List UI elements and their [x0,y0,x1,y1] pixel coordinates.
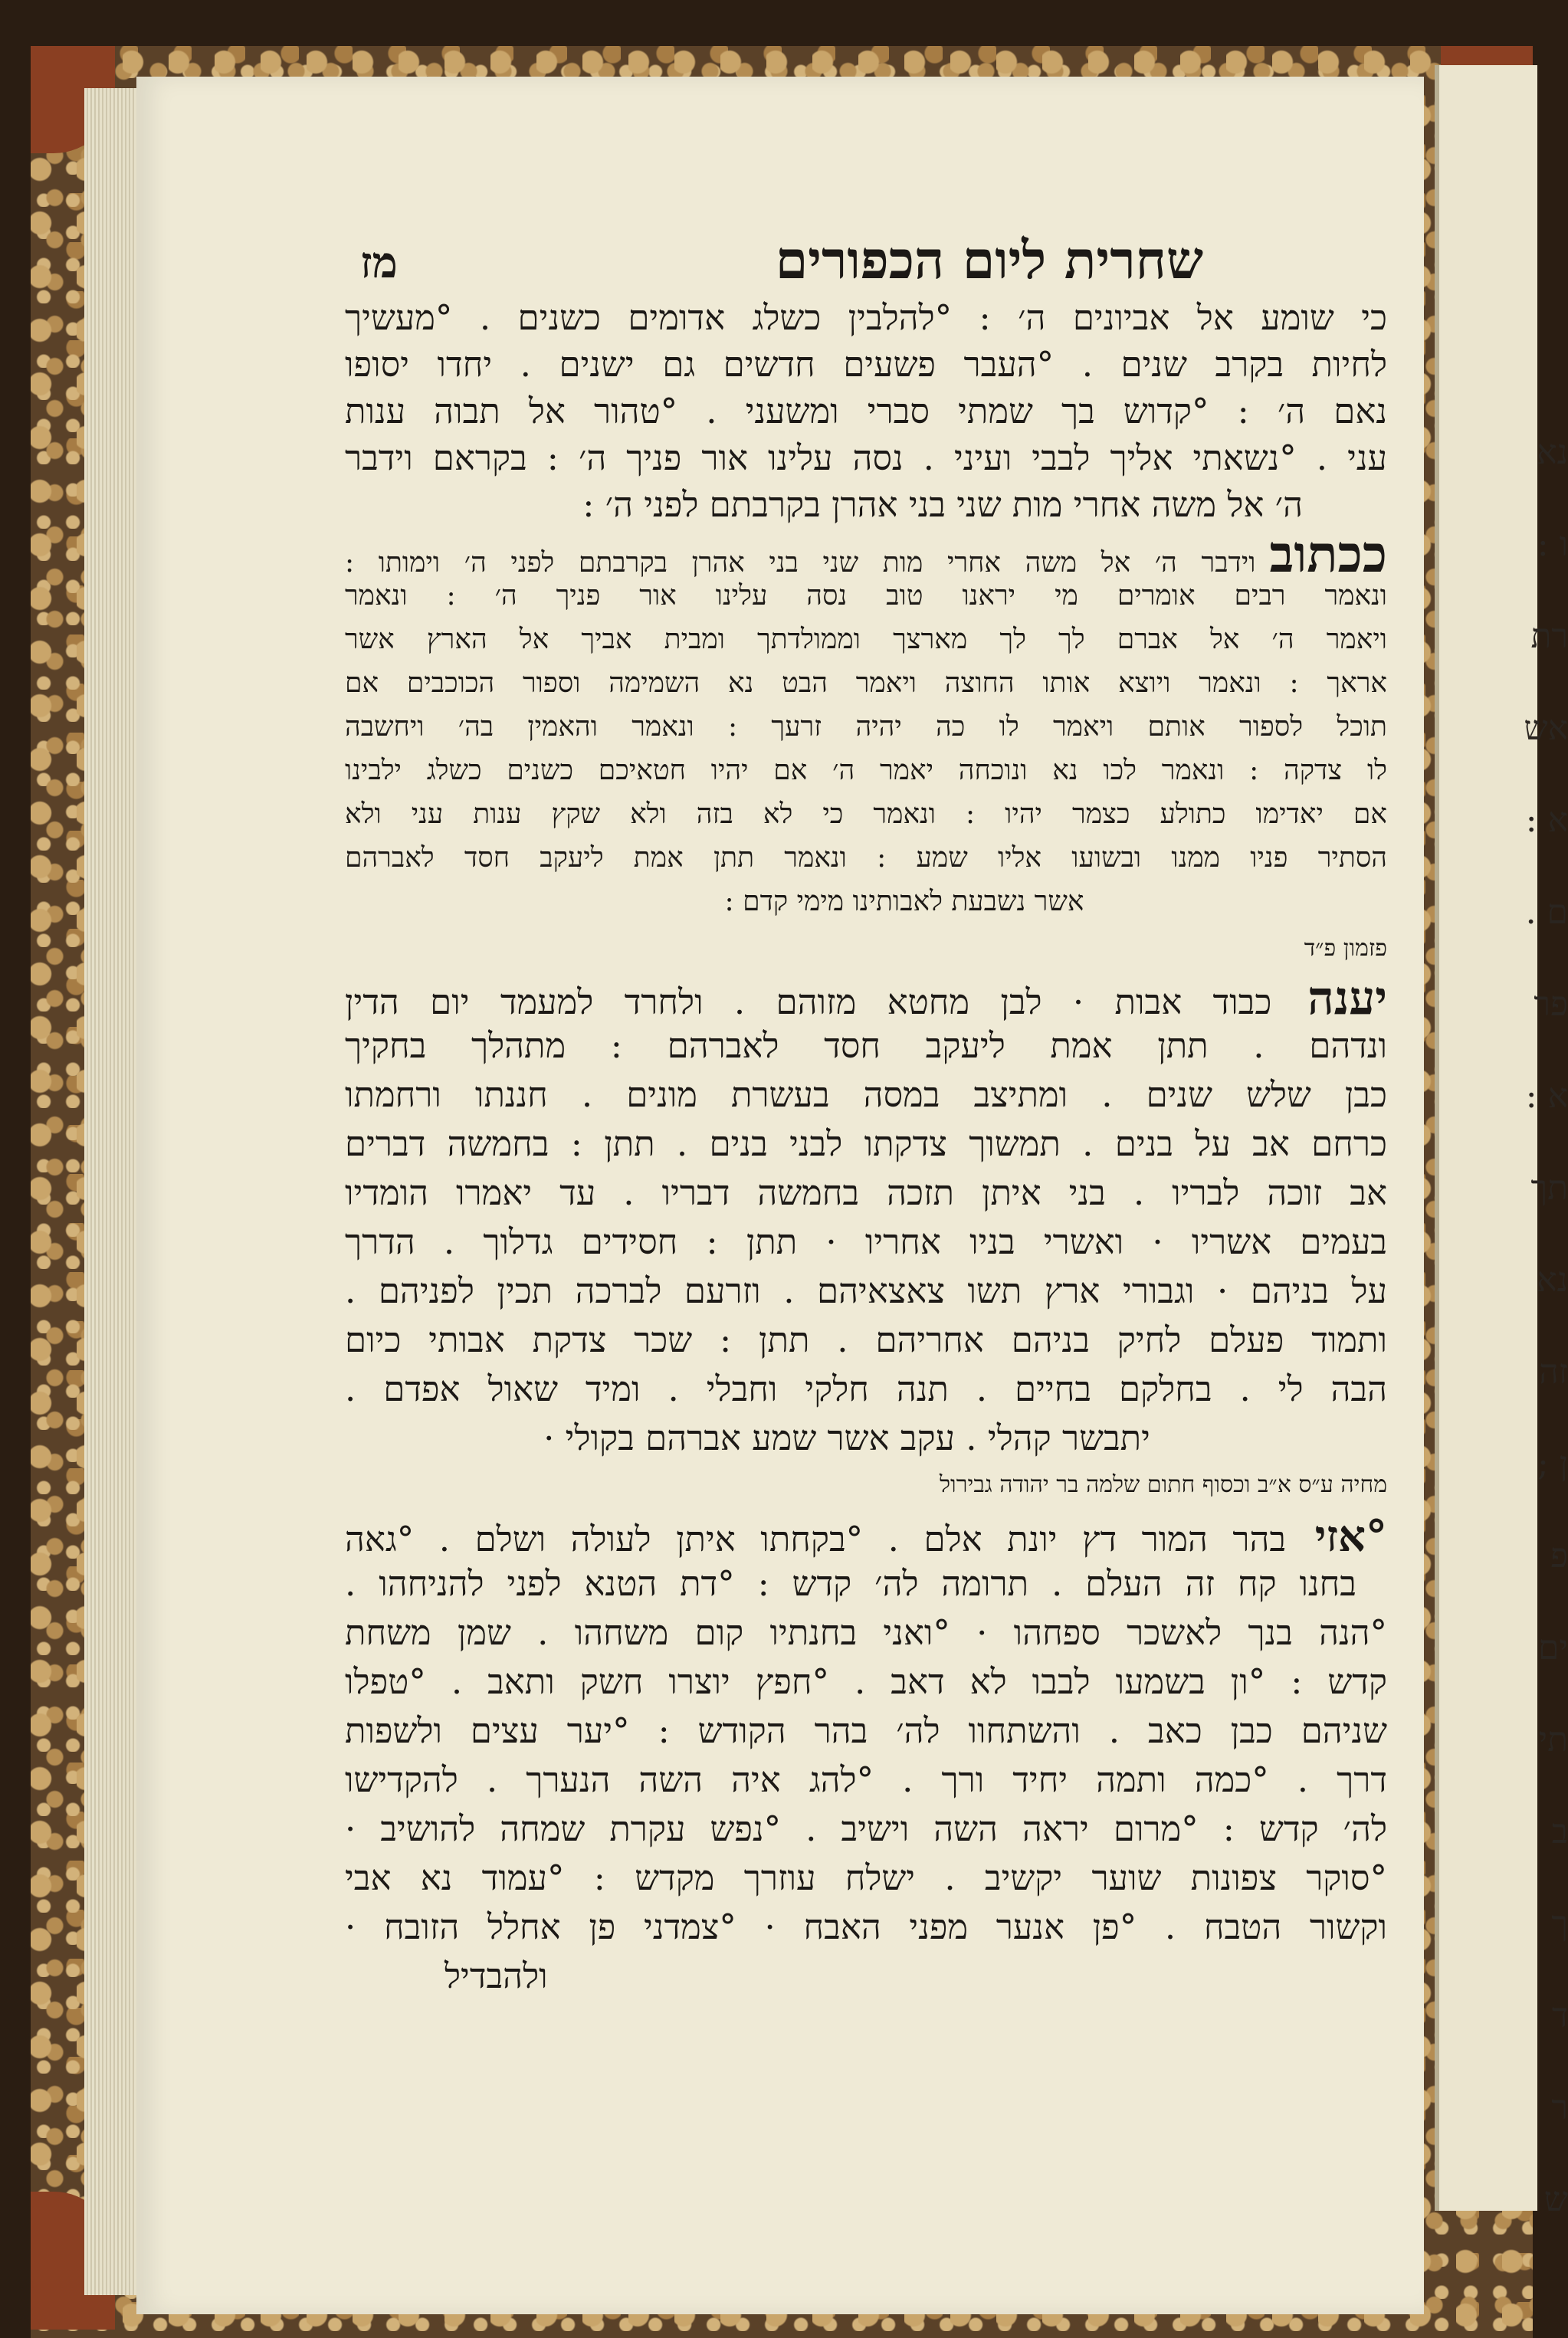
azai-first-text: בהר המור דץ יונת אלם . °בקחתו איתן לעולה ושלם . °גאה [345,1519,1287,1559]
facing-page-fragment: ר [1551,2088,1568,2127]
text-line: הסתיר פניו ממנו ובשועו אליו שמע : ונאמר תתן אמת ליעקב חסד לאברהם [345,842,1387,874]
facing-page-fragment: ך [1551,1904,1568,1943]
text-line: ותמוד פעלם לחיק בניהם אחריהם . תתן : שכר צדקת אבותי כיום [345,1320,1387,1360]
facing-page-fragment: פר [1534,985,1568,1024]
facing-page-fragment: ן ; [1537,1444,1568,1484]
pizmon-first-text: כבוד אבות · לבן מחטא מזוהם . ולחרד למעמד יום הדין [345,982,1272,1022]
text-line: הבה לי . בחלקם בחיים . תנה חלקי וחבלי . ומיד שאול אפדם . [345,1369,1387,1409]
facing-page-fragment: נא [1537,433,1568,472]
pizmon-label: יענה [1271,972,1387,1025]
text-line: וקשור הטבח . °פן אנער מפני האבח · °צמדני פן אחלל הזובח · [345,1907,1387,1947]
katuv-first-text: וידבר ה׳ אל משה אחרי מות שני בני אהרן בקרבתם לפני ה׳ וימותו : [345,547,1256,579]
text-line: לו צדקה : ונאמר לכו נא ונוכחה יאמר ה׳ אם יהיו חטאיכם כשנים כשלג ילבינו [345,755,1387,786]
text-line: כבן שלש שנים . ומתיצב במסה בעשרת מונים . חננתו ורחמתו [345,1074,1387,1115]
text-line: אראך : ונאמר ויוצא אותו החוצה ויאמר הבט נא השמימה וספור הכוכבים אם [345,667,1387,699]
text-line: ולהבדיל [444,1956,548,1996]
facing-page-fragment: ש [1543,2180,1568,2219]
text-line: בחנו קח זה העלם . תרומה לה׳ קדש : °דת הטנא לפני להניחהו . [345,1563,1356,1604]
text-line: תוכל לספור אותם ויאמר לו כה יהיה זרעך : ונאמר והאמין בה׳ ויחשבה [345,711,1387,743]
facing-page-fragment: א : [1525,1077,1568,1116]
text-line: לה׳ קדש : °מרום יראה השה וישיב . °נפש עקרת שמחה להושיב · [345,1808,1387,1849]
text-line: שניהם כבן כאב . והשתחוו לה׳ בהר הקודש : °יער עצים ולשפות [345,1710,1387,1751]
text-line: ונדהם . תתן אמת ליעקב חסד לאברהם : מתהלך בחקיך [345,1025,1387,1066]
facing-page-fragment: תך [1530,1169,1568,1208]
facing-page-fragment: פ [1550,1536,1568,1576]
facing-page-fragment: זה [1539,1353,1568,1392]
text-line: כי שומע אל אביונים ה׳ : °להלבין כשלג אדומים כשנים . °מעשיך [345,297,1387,338]
text-line: עני . °נשאתי אליך לבבי ועיני . נסה עלינו אור פניך ה׳ : בקראם וידבר [345,438,1387,478]
text-line: על בניהם · וגבורי ארץ תשו צאצאיהם . וזרעם לברכה תכין לפניהם . [345,1271,1387,1311]
azai-label: °אזי [1286,1511,1387,1562]
text-line: ה׳ אל משה אחרי מות שני בני אהרן בקרבתם לפני ה׳ : [582,484,1303,525]
katuv-first-line [345,524,1387,585]
facing-page-edge [1435,65,1568,2219]
text-line: דרך . °כמה ותמה יחיד ורך . °להג איה השה הנערך . להקדישו [345,1759,1387,1800]
text-line: °סוקר צפונות שוער יקשיב . ישלח עוזרך מקדש : °עמוד נא אבי [345,1858,1387,1898]
facing-page-fragment: תי [1538,1720,1568,1759]
text-line: נאם ה׳ : °קדוש בך שמתי סברי ומשעני . °טהור אל תבוה ענות [345,391,1387,431]
azai-first-line [345,1511,1387,1562]
text-line: קדש : °ון בשמעו לבבו לא דאב . °חפץ יוצרו חשק ותאב . °טפלו [345,1661,1387,1702]
pizmon-first-line [345,972,1387,1025]
text-line: יתבשר קהלי . עקב אשר שמע אברהם בקולי · [543,1418,1150,1458]
katuv-label: ככתוב [1269,524,1387,584]
facing-page-fragment: ו : [1537,525,1568,564]
text-line: בעמים אשריו · ואשרי בניו אחריו · תתן : חסידים גדלוך . הדרך [345,1221,1387,1262]
facing-page-fragment: ים [1538,1628,1568,1667]
text-line: לחיות בקרב שנים . °העבר פשעים חדשים גם ישנים . יחדו יסופו [345,344,1387,385]
text-line: ויאמר ה׳ אל אברם לך לך מארצך וממולדתך ומבית אביך אל הארץ אשר [345,624,1387,655]
facing-page-fragment: נא [1537,1261,1568,1300]
facing-page-fragment: ד [1551,1996,1568,2035]
facing-page-fragment: א : [1525,801,1568,840]
running-header [345,215,1387,291]
facing-page-fragment: ב [1551,1812,1568,1851]
text-line: ונאמר רבים אומרים מי יראנו טוב נסה עלינו אור פניך ה׳ : ונאמר [345,580,1387,612]
text-line: כרחם אב על בנים . תמשוך צדקתו לבני בנים . תתן : בחמשה דברים [345,1123,1387,1164]
facing-page-fragment: אש [1524,709,1568,748]
text-line: °הנה בנך לאשכר ספחהו · °ואני בחנתיו קום משחהו . שמן משחת [345,1612,1387,1653]
section-heading: מחיה ע״ס א״ב וכסוף חתום שלמה בר יהודה גבירול [940,1471,1387,1498]
text-line: אם יאדימו כתולע כצמר יהיו : ונאמר כי לא בזה ולא שקץ ענות עני ולא [345,798,1387,830]
facing-page-fragment: ם . [1525,893,1568,932]
text-line: אשר נשבעת לאבותינו מימי קדם : [724,886,1084,917]
text-line: אב זוכה לבריו . בני איתן תזכה בחמשה דבריו . עד יאמרו הומדיו [345,1172,1387,1213]
page-number: מז [360,238,398,288]
page-title: שחרית ליום הכפורים [775,230,1203,291]
facing-page-fragment: רת [1530,617,1568,656]
page-content [345,215,1387,1996]
section-heading: פזמון פ״ד [1304,935,1387,962]
